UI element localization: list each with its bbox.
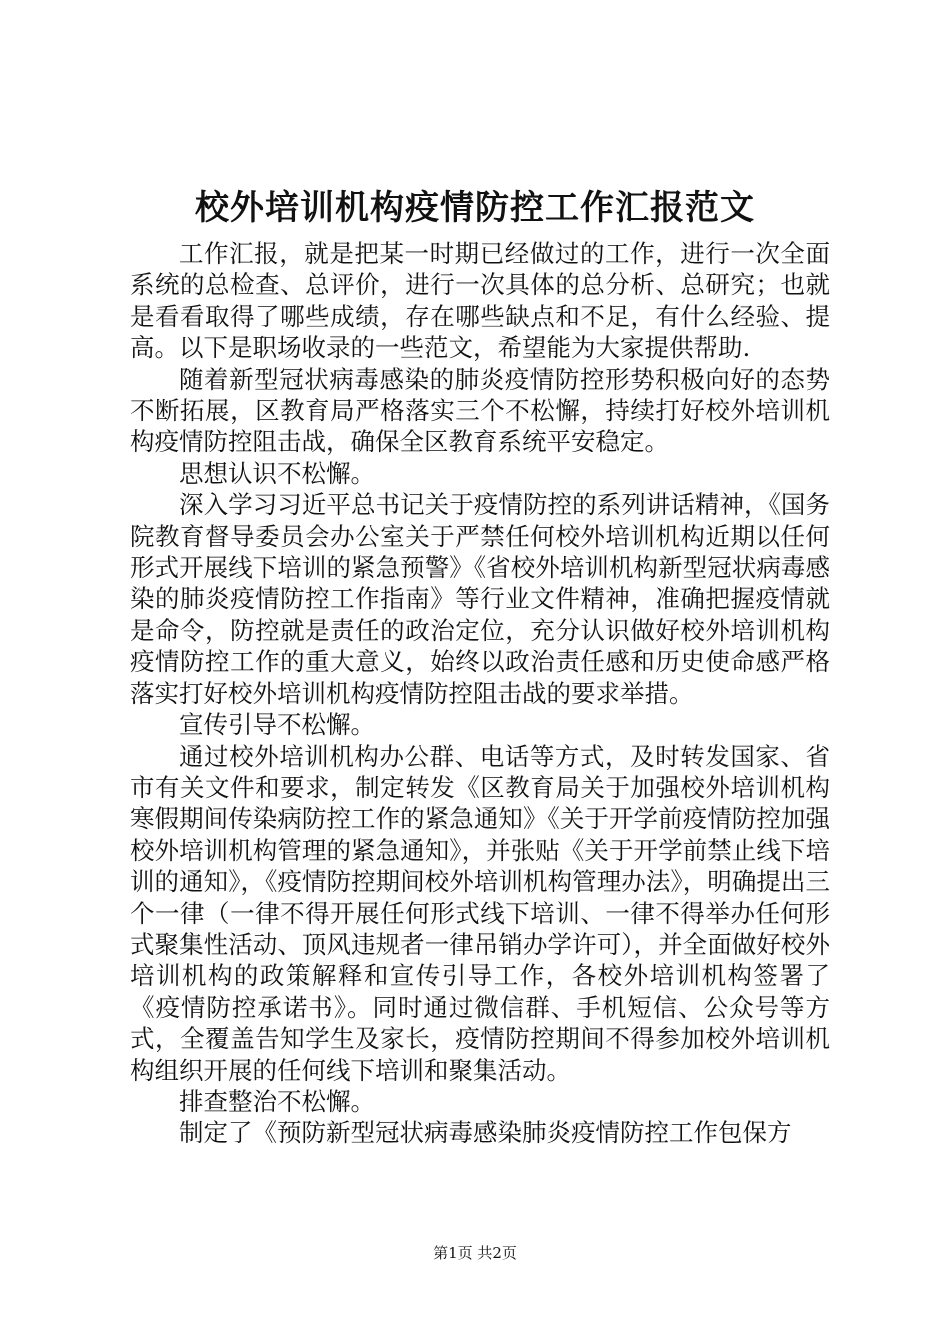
- document-title: 校外培训机构疫情防控工作汇报范文: [195, 188, 755, 228]
- section-heading-inspection: 排查整治不松懈。: [179, 1086, 375, 1116]
- document-body: [130, 238, 830, 1149]
- paragraph-inspection: 制定了《预防新型冠状病毒感染肺炎疫情防控工作包保方: [179, 1118, 792, 1148]
- page-number: 第1页 共2页: [433, 1244, 517, 1262]
- section-heading-publicity: 宣传引导不松懈。: [179, 710, 375, 740]
- paragraph-overview: 随着新型冠状病毒感染的肺炎疫情防控形势积极向好的态势不断拓展，区教育局严格落实三个不松懈，持续打好校外培训机构疫情防控阻击战，确保全区教育系统平安稳定。: [130, 364, 830, 457]
- paragraph-publicity: 通过校外培训机构办公群、电话等方式，及时转发国家、省市有关文件和要求，制定转发《区教育局关于加强校外培训机构寒假期间传染病防控工作的紧急通知》《关于开学前疫情防控加强校外培训机构管理的紧急通知》，并张贴《关于开学前禁止线下培训的通知》，《疫情防控期间校外培训机构管理办法》，明确提出三个一律（一律不得开展任何形式线下培训、一律不得举办任何形式聚集性活动、顶风违规者一律吊销办学许可），并全面做好校外培训机构的政策解释和宣传引导工作，各校外培训机构签署了《疫情防控承诺书》。同时通过微信群、手机短信、公众号等方式，全覆盖告知学生及家长，疫情防控期间不得参加校外培训机构组织开展的任何线下培训和聚集活动。: [130, 741, 830, 1085]
- paragraph-thinking: 深入学习习近平总书记关于疫情防控的系列讲话精神，《国务院教育督导委员会办公室关于严禁任何校外培训机构近期以任何形式开展线下培训的紧急预警》《省校外培训机构新型冠状病毒感染的肺炎疫情防控工作指南》等行业文件精神，准确把握疫情就是命令，防控就是责任的政治定位，充分认识做好校外培训机构疫情防控工作的重大意义，始终以政治责任感和历史使命感严格落实打好校外培训机构疫情防控阻击战的要求举措。: [130, 490, 830, 708]
- section-heading-thinking: 思想认识不松懈。: [179, 458, 375, 488]
- paragraph-intro: 工作汇报，就是把某一时期已经做过的工作，进行一次全面系统的总检查、总评价，进行一次具体的总分析、总研究；也就是看看取得了哪些成绩，存在哪些缺点和不足，有什么经验、提高。以下是职场收录的一些范文，希望能为大家提供帮助.: [130, 239, 830, 363]
